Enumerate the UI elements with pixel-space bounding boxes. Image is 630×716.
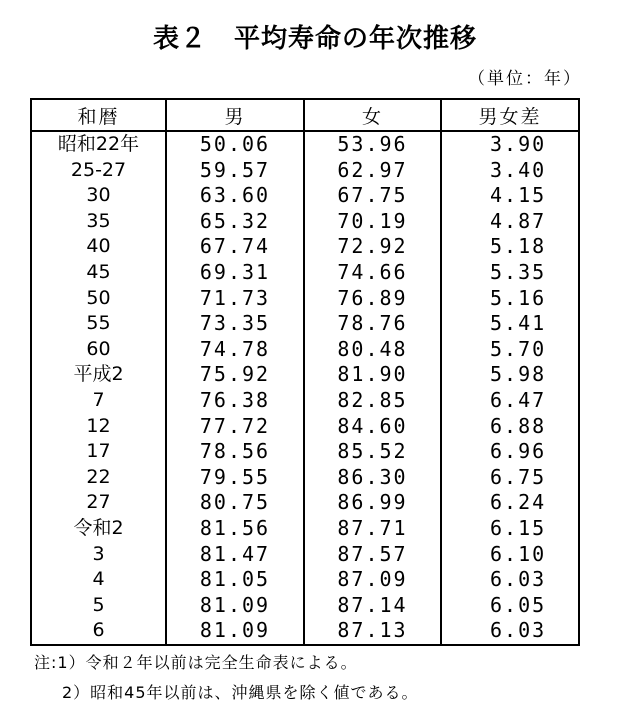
male-cell: 63.60 [166, 183, 304, 209]
female-cell: 82.85 [304, 388, 441, 414]
table-row [31, 593, 579, 619]
diff-cell: 6.05 [441, 593, 579, 619]
male-cell: 81.09 [166, 618, 304, 645]
table-row [31, 260, 579, 286]
male-cell: 59.57 [166, 158, 304, 184]
era-cell: 55 [31, 311, 166, 337]
table-row [31, 234, 579, 260]
table-row [31, 286, 579, 312]
table-row [31, 209, 579, 235]
diff-cell: 6.88 [441, 414, 579, 440]
female-cell: 84.60 [304, 414, 441, 440]
female-cell: 87.14 [304, 593, 441, 619]
male-cell: 75.92 [166, 362, 304, 388]
era-cell: 35 [31, 209, 166, 235]
diff-cell: 5.16 [441, 286, 579, 312]
diff-cell: 4.87 [441, 209, 579, 235]
female-cell: 80.48 [304, 337, 441, 363]
era-cell: 45 [31, 260, 166, 286]
diff-cell: 5.70 [441, 337, 579, 363]
table-row [31, 542, 579, 568]
male-cell: 73.35 [166, 311, 304, 337]
header-row [31, 99, 579, 131]
era-cell: 40 [31, 234, 166, 260]
diff-cell: 6.03 [441, 567, 579, 593]
era-cell: 昭和22年 [31, 131, 166, 158]
female-cell: 53.96 [304, 131, 441, 158]
diff-cell: 3.40 [441, 158, 579, 184]
female-cell: 67.75 [304, 183, 441, 209]
table-row [31, 131, 579, 158]
male-cell: 74.78 [166, 337, 304, 363]
era-cell: 令和2 [31, 516, 166, 542]
era-cell: 22 [31, 465, 166, 491]
female-cell: 76.89 [304, 286, 441, 312]
diff-cell: 6.24 [441, 490, 579, 516]
table-row [31, 158, 579, 184]
table-row [31, 490, 579, 516]
diff-cell: 6.96 [441, 439, 579, 465]
male-cell: 69.31 [166, 260, 304, 286]
era-cell: 平成2 [31, 362, 166, 388]
male-cell: 71.73 [166, 286, 304, 312]
female-cell: 87.09 [304, 567, 441, 593]
diff-cell: 6.03 [441, 618, 579, 645]
header-female: 女 [304, 99, 441, 131]
era-cell: 60 [31, 337, 166, 363]
era-cell: 6 [31, 618, 166, 645]
male-cell: 77.72 [166, 414, 304, 440]
table-row [31, 183, 579, 209]
note-2: 2）昭和45年以前は、沖縄県を除く値である。 [62, 683, 419, 702]
female-cell: 81.90 [304, 362, 441, 388]
male-cell: 81.56 [166, 516, 304, 542]
era-cell: 5 [31, 593, 166, 619]
diff-cell: 3.90 [441, 131, 579, 158]
male-cell: 78.56 [166, 439, 304, 465]
table-row [31, 465, 579, 491]
header-diff: 男女差 [441, 99, 579, 131]
female-cell: 87.57 [304, 542, 441, 568]
female-cell: 74.66 [304, 260, 441, 286]
table-row [31, 439, 579, 465]
female-cell: 86.30 [304, 465, 441, 491]
header-era: 和暦 [31, 99, 166, 131]
male-cell: 67.74 [166, 234, 304, 260]
female-cell: 72.92 [304, 234, 441, 260]
era-cell: 7 [31, 388, 166, 414]
header-male: 男 [166, 99, 304, 131]
table-row [31, 618, 579, 645]
male-cell: 81.47 [166, 542, 304, 568]
male-cell: 76.38 [166, 388, 304, 414]
male-cell: 50.06 [166, 131, 304, 158]
diff-cell: 5.41 [441, 311, 579, 337]
era-cell: 3 [31, 542, 166, 568]
era-cell: 25-27 [31, 158, 166, 184]
table-title: 表２ 平均寿命の年次推移 [152, 24, 477, 54]
diff-cell: 6.75 [441, 465, 579, 491]
female-cell: 85.52 [304, 439, 441, 465]
male-cell: 79.55 [166, 465, 304, 491]
female-cell: 87.71 [304, 516, 441, 542]
diff-cell: 6.47 [441, 388, 579, 414]
table-row [31, 414, 579, 440]
diff-cell: 6.15 [441, 516, 579, 542]
male-cell: 80.75 [166, 490, 304, 516]
male-cell: 65.32 [166, 209, 304, 235]
female-cell: 62.97 [304, 158, 441, 184]
female-cell: 70.19 [304, 209, 441, 235]
female-cell: 87.13 [304, 618, 441, 645]
unit-label: （単位：年） [468, 69, 582, 89]
era-cell: 30 [31, 183, 166, 209]
diff-cell: 4.15 [441, 183, 579, 209]
diff-cell: 6.10 [441, 542, 579, 568]
era-cell: 27 [31, 490, 166, 516]
table-row [31, 567, 579, 593]
table-row [31, 516, 579, 542]
era-cell: 50 [31, 286, 166, 312]
era-cell: 17 [31, 439, 166, 465]
era-cell: 12 [31, 414, 166, 440]
table-row [31, 362, 579, 388]
note-1: 注:1）令和２年以前は完全生命表による。 [34, 653, 358, 672]
era-cell: 4 [31, 567, 166, 593]
table-row [31, 311, 579, 337]
diff-cell: 5.98 [441, 362, 579, 388]
life-expectancy-table [30, 98, 580, 646]
table-row [31, 337, 579, 363]
table-row [31, 388, 579, 414]
diff-cell: 5.35 [441, 260, 579, 286]
female-cell: 78.76 [304, 311, 441, 337]
female-cell: 86.99 [304, 490, 441, 516]
male-cell: 81.09 [166, 593, 304, 619]
diff-cell: 5.18 [441, 234, 579, 260]
male-cell: 81.05 [166, 567, 304, 593]
